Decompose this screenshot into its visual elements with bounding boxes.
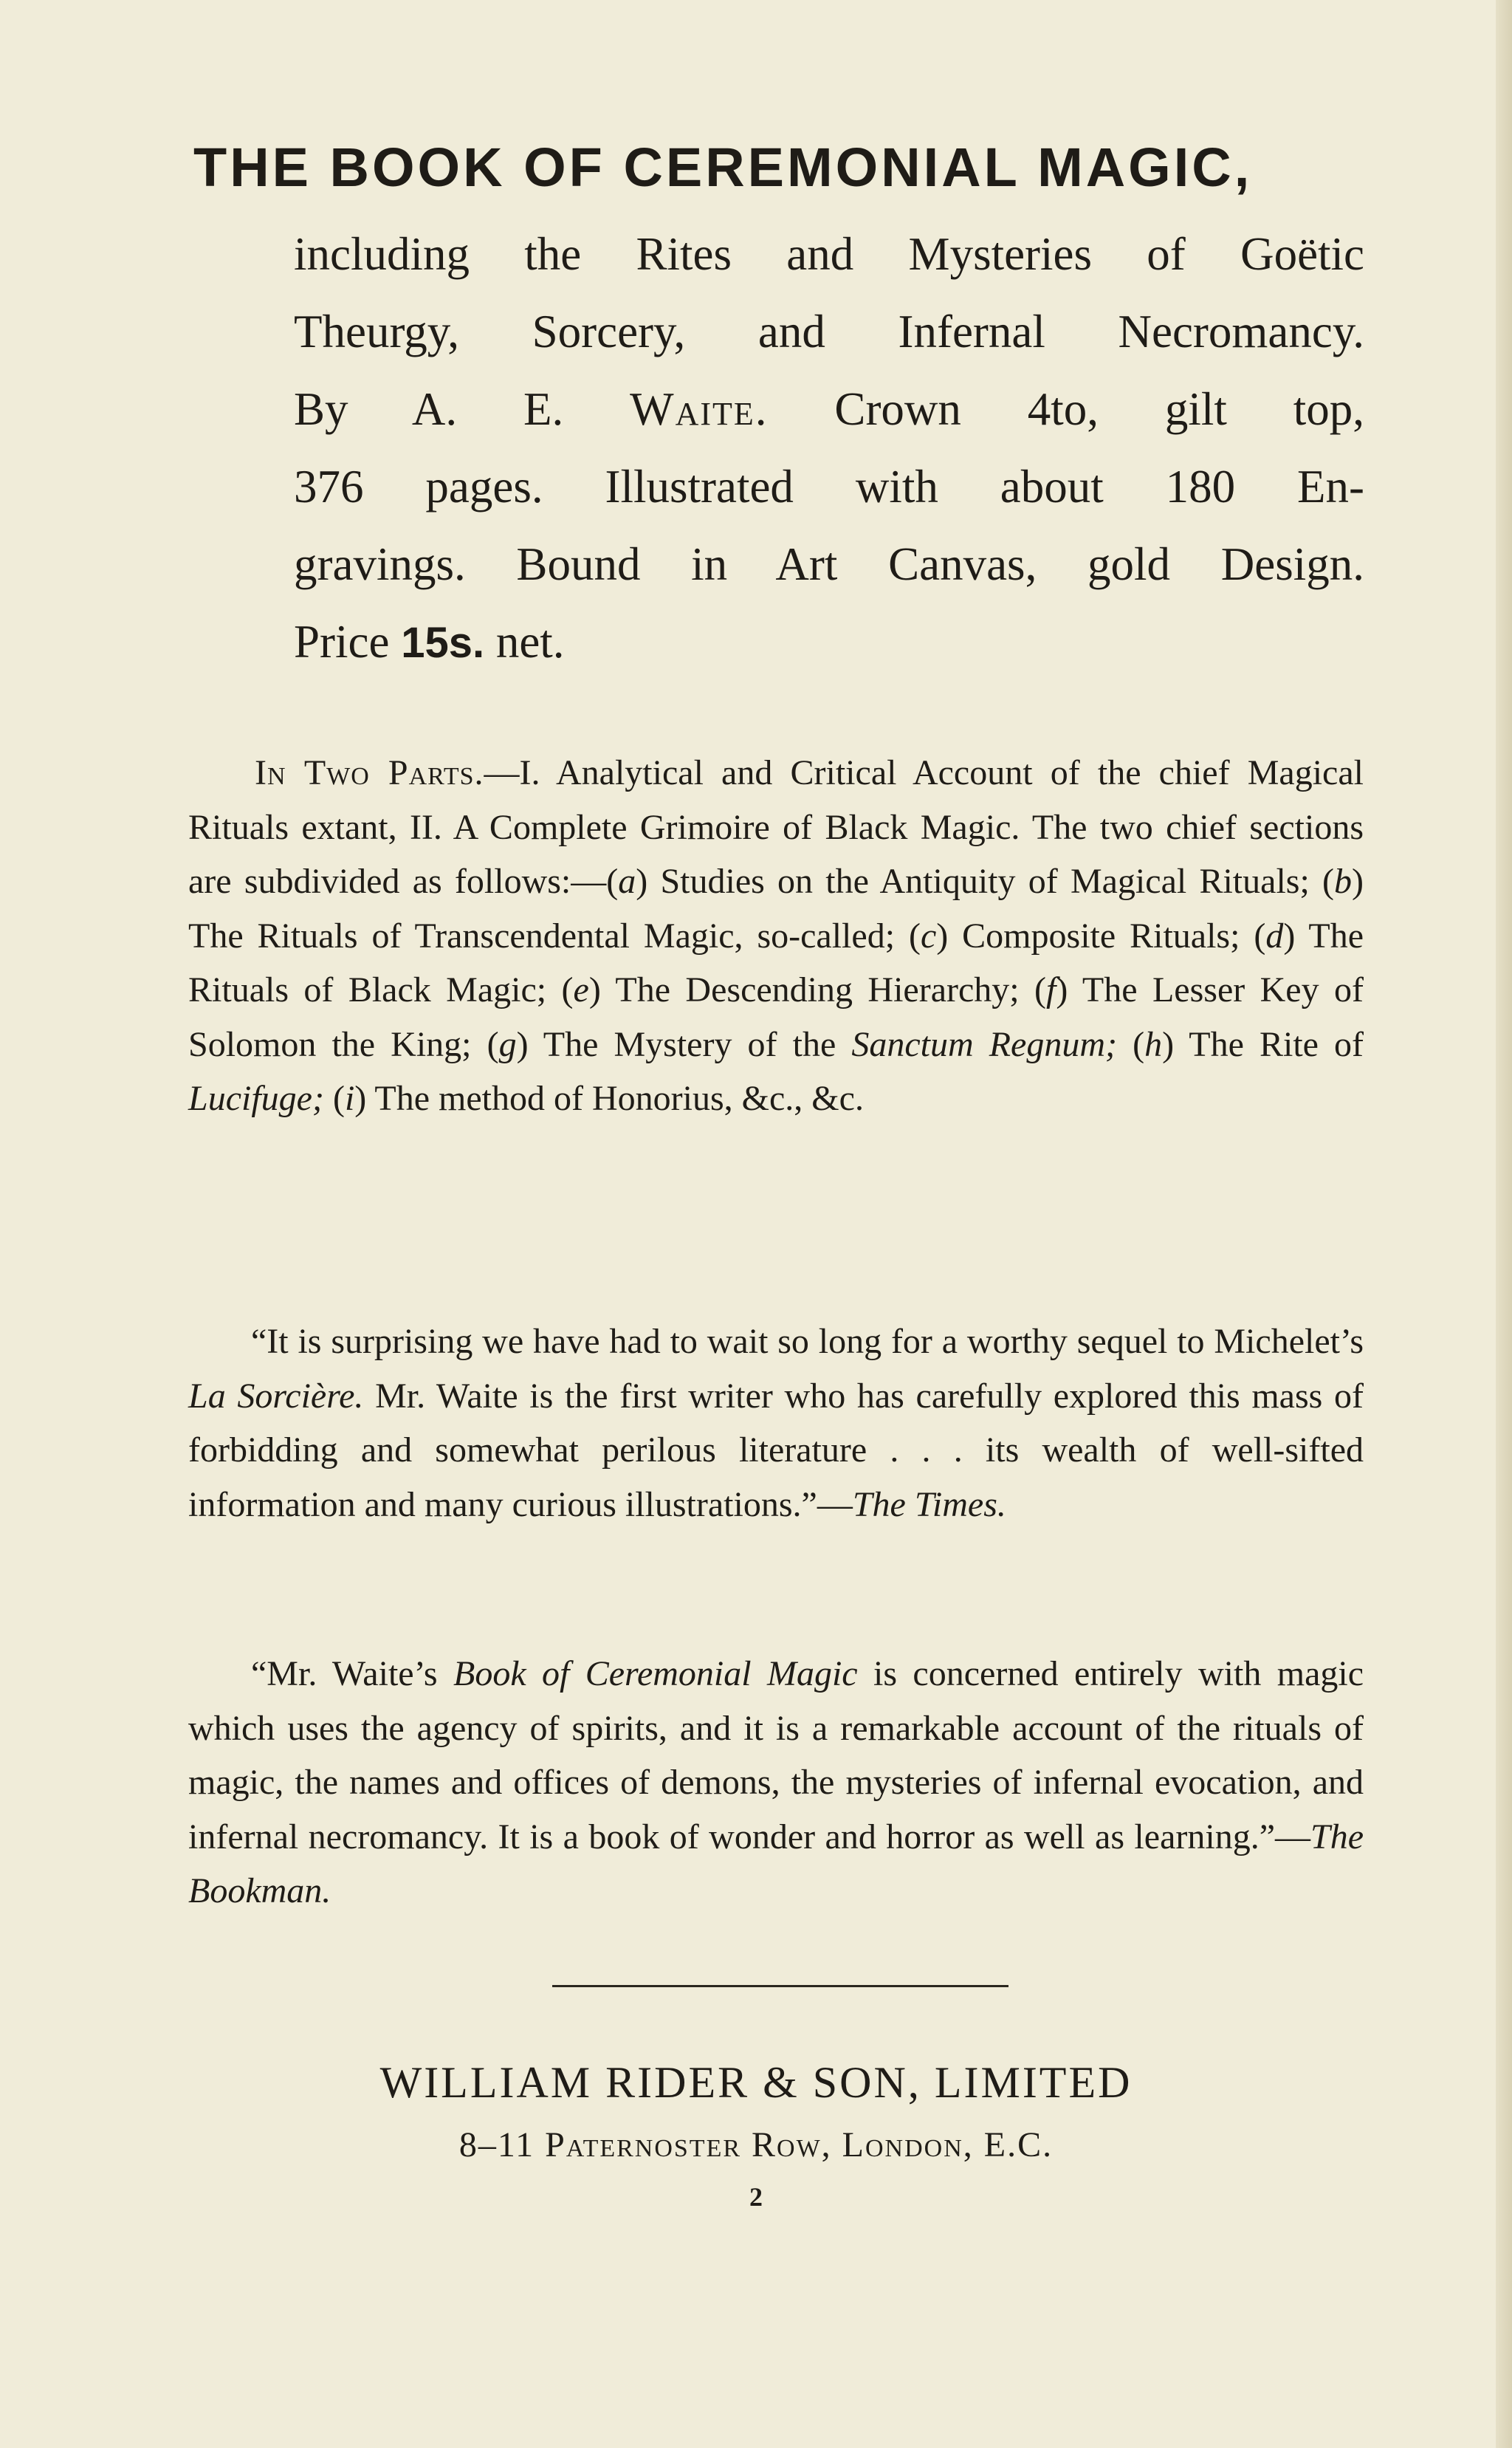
contents-text: ) Studies on the Antiquity of Magical Rituals; ( — [636, 862, 1335, 901]
contents-lead: In Two Parts. — [255, 753, 484, 792]
section-letter: f — [1046, 970, 1056, 1009]
publisher-name: WILLIAM RIDER & SON, LIMITED — [379, 2058, 1133, 2107]
format-info: Crown 4to, gilt top, — [834, 383, 1365, 435]
section-letter: d — [1265, 916, 1284, 956]
description-line: Theurgy, Sorcery, and Infernal Necromancy. — [294, 306, 1364, 357]
review-quote-times — [188, 1314, 1364, 1532]
quote-text: Mr. Waite is the first writer who has carefully explored this mass of forbidding and somewhat perilous literature . . . its wealth of well-sifted information and many curious illustrations.”— — [188, 1376, 1364, 1524]
contents-paragraph — [188, 746, 1364, 1126]
price-line — [294, 603, 1364, 681]
author-prefix: By A. E. — [294, 383, 564, 435]
price-label: Price — [294, 616, 390, 668]
quote-source: The Times. — [852, 1484, 1006, 1524]
section-letter: g — [498, 1024, 517, 1064]
quote-source: The Bookman. — [188, 1817, 1364, 1910]
section-letter: b — [1334, 862, 1353, 901]
quote-text: “Mr. Waite’s — [251, 1654, 453, 1693]
section-letter: h — [1144, 1024, 1163, 1064]
contents-text: ( — [323, 1079, 345, 1118]
book-description — [294, 216, 1364, 681]
contents-text: ) The Lesser Key of Solomon the King; ( — [188, 970, 1364, 1064]
section-letter: a — [618, 862, 636, 901]
quote-text: “It is surprising we have had to wait so long for a worthy sequel to Michelet’s — [251, 1322, 1364, 1361]
quoted-work-title: La Sorcière. — [188, 1376, 364, 1416]
book-title: THE BOOK OF CEREMONIAL MAGIC, — [193, 137, 1253, 198]
contents-text: ) The Rite of — [1162, 1024, 1364, 1064]
contents-text: ) The method of Honorius, &c., &c. — [354, 1079, 864, 1118]
contents-text: ) The Mystery of the — [516, 1024, 852, 1064]
contents-text: ) Composite Rituals; ( — [936, 916, 1266, 956]
contents-text: —I. Analytical and Critical Account of the chief Magical Rituals extant, II. A Complete Grimoire of Black Magic. The two chief sections are subdivided as follows:—( — [188, 753, 1364, 901]
description-line: gravings. Bound in Art Canvas, gold Design. — [294, 538, 1364, 590]
review-quote-bookman — [188, 1647, 1364, 1919]
section-letter: c — [920, 916, 937, 956]
price-suffix: net. — [495, 616, 565, 668]
page-number: 2 — [749, 2182, 763, 2212]
quote-text: is concerned entirely with magic which uses the agency of spirits, and it is a remarkable account of the rituals of magic, the names and offices of demons, the mysteries of infernal evocation, and infernal necromancy. It is a book of wonder and horror as well as learning.”— — [188, 1654, 1364, 1856]
contents-text: ) The Descending Hierarchy; ( — [588, 970, 1047, 1009]
publisher-address: 8–11 Paternoster Row, London, E.C. — [458, 2125, 1054, 2164]
description-line: including the Rites and Mysteries of Goëtic — [294, 228, 1364, 280]
description-line — [294, 371, 1364, 448]
contents-text: ) The Rituals of Black Magic; ( — [188, 916, 1364, 1009]
price-value: 15s. — [401, 619, 485, 667]
section-letter: i — [344, 1079, 355, 1118]
description-line: 376 pages. Illustrated with about 180 En- — [294, 461, 1364, 512]
author-name: Waite. — [630, 383, 769, 435]
contents-text: ( — [1117, 1024, 1145, 1064]
italic-term: Lucifuge; — [188, 1079, 324, 1118]
italic-term: Sanctum Regnum; — [851, 1024, 1117, 1064]
section-letter: e — [573, 970, 589, 1009]
quoted-work-title: Book of Ceremonial Magic — [453, 1654, 858, 1693]
divider-rule — [552, 1985, 1008, 1987]
contents-text: ) The Rituals of Transcendental Magic, so-called; ( — [188, 862, 1364, 956]
